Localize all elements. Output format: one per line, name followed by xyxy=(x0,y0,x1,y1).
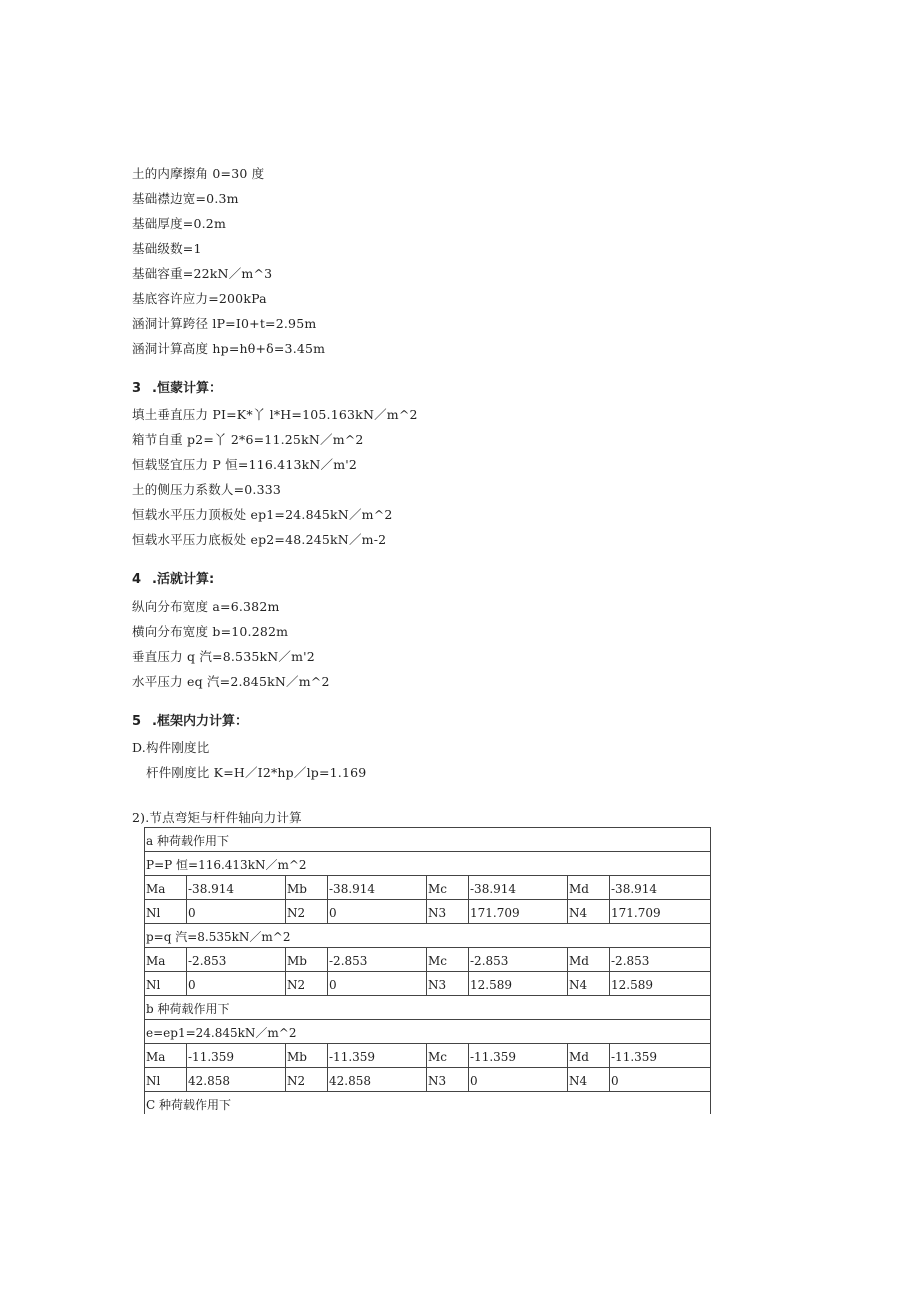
param-friction-angle: 土的内摩擦角 0=30 度 xyxy=(132,166,265,181)
cell-value: 0 xyxy=(187,900,286,923)
param-allowable-bearing: 基底容许应力=200kPa xyxy=(132,291,267,306)
load-case-c-title: C 种荷载作用下 xyxy=(146,1098,231,1112)
cell-value: 0 xyxy=(328,972,427,995)
cell-value: -2.853 xyxy=(611,954,650,968)
cell-label: N2 xyxy=(286,972,328,995)
cell-label: Md xyxy=(568,876,610,899)
cell-label: N3 xyxy=(427,900,469,923)
table-row xyxy=(145,1020,710,1044)
cell-label: N2 xyxy=(286,1068,328,1091)
table-row xyxy=(145,852,710,876)
stiffness-ratio-heading: D.构件刚度比 xyxy=(132,740,210,755)
table-row xyxy=(145,1044,710,1068)
load-p-dead: P=P 恒=116.413kN／m^2 xyxy=(146,858,307,872)
cell-value: -38.914 xyxy=(611,882,658,896)
dead-load-line-4: 土的侧压力系数人=0.333 xyxy=(132,482,282,497)
section-4-heading xyxy=(132,572,214,588)
section-3-title: .恒蒙计算： xyxy=(152,381,222,396)
cell-label: Mc xyxy=(427,876,469,899)
table-row xyxy=(145,1068,710,1092)
param-footing-unit-weight: 基础容重=22kN／m^3 xyxy=(132,266,273,281)
cell-label: Ma xyxy=(145,948,187,971)
cell-label: Ma xyxy=(145,1044,187,1067)
section-4-title: .活就计算: xyxy=(152,572,215,587)
stiffness-ratio-line: 杆件刚度比 K=H／I2*hp／lp=1.169 xyxy=(146,765,367,780)
dead-load-line-3: 恒载竖宜压力 P 恒=116.413kN／m'2 xyxy=(132,457,358,472)
cell-label: N4 xyxy=(568,1068,610,1091)
param-culvert-span: 涵洞计算跨径 lP=I0+t=2.95m xyxy=(132,316,317,331)
table-row xyxy=(145,900,710,924)
cell-label: Mc xyxy=(427,948,469,971)
cell-label: Mb xyxy=(286,1044,328,1067)
cell-value: -2.853 xyxy=(328,948,427,971)
cell-value: 12.589 xyxy=(469,972,568,995)
section-4-number: 4 xyxy=(132,572,142,587)
cell-value: 42.858 xyxy=(328,1068,427,1091)
live-load-line-2: 横向分布宽度 b=10.282m xyxy=(132,624,289,639)
cell-value: -11.359 xyxy=(611,1050,658,1064)
cell-value: -38.914 xyxy=(187,876,286,899)
dead-load-line-1: 填土垂直压力 PI=K*丫 l*H=105.163kN／m^2 xyxy=(132,407,418,422)
section-5-number: 5 xyxy=(132,714,142,729)
live-load-line-3: 垂直压力 q 汽=8.535kN／m'2 xyxy=(132,649,315,664)
param-culvert-height: 涵洞计算高度 hp=hθ+δ=3.45m xyxy=(132,341,326,356)
table-row xyxy=(145,924,710,948)
cell-value: 0 xyxy=(469,1068,568,1091)
table-row xyxy=(145,876,710,900)
cell-value: 171.709 xyxy=(611,906,661,920)
cell-value: -11.359 xyxy=(187,1044,286,1067)
param-footing-levels: 基础级数=1 xyxy=(132,241,202,256)
table-row xyxy=(145,948,710,972)
section-5-heading xyxy=(132,714,248,730)
param-footing-thickness: 基础厚度=0.2m xyxy=(132,216,227,231)
load-case-a-title: a 种荷载作用下 xyxy=(146,834,229,848)
dead-load-line-5: 恒载水平压力顶板处 ep1=24.845kN／m^2 xyxy=(132,507,393,522)
cell-value: 0 xyxy=(611,1074,619,1088)
cell-value: 42.858 xyxy=(187,1068,286,1091)
cell-label: Ma xyxy=(145,876,187,899)
cell-label: Mb xyxy=(286,948,328,971)
cell-label: N3 xyxy=(427,972,469,995)
section-3-number: 3 xyxy=(132,381,142,396)
cell-value: -2.853 xyxy=(469,948,568,971)
section-5-title: .框架内力计算： xyxy=(152,714,248,729)
live-load-line-1: 纵向分布宽度 a=6.382m xyxy=(132,599,280,614)
cell-value: -2.853 xyxy=(187,948,286,971)
cell-label: N4 xyxy=(568,900,610,923)
cell-value: -11.359 xyxy=(469,1044,568,1067)
dead-load-line-2: 箱节自重 p2=丫 2*6=11.25kN／m^2 xyxy=(132,432,364,447)
table-row xyxy=(145,1092,710,1114)
cell-value: 171.709 xyxy=(469,900,568,923)
cell-label: Mc xyxy=(427,1044,469,1067)
cell-label: Nl xyxy=(145,900,187,923)
cell-label: N4 xyxy=(568,972,610,995)
cell-label: Md xyxy=(568,1044,610,1067)
table-row xyxy=(145,828,710,852)
cell-label: N2 xyxy=(286,900,328,923)
cell-value: 0 xyxy=(187,972,286,995)
live-load-line-4: 水平压力 eq 汽=2.845kN／m^2 xyxy=(132,674,330,689)
cell-value: 0 xyxy=(328,900,427,923)
section-3-heading xyxy=(132,381,222,397)
load-q-vehicle: p=q 汽=8.535kN／m^2 xyxy=(146,930,291,944)
table-row xyxy=(145,996,710,1020)
load-case-b-title: b 种荷载作用下 xyxy=(146,1002,230,1016)
cell-label: N3 xyxy=(427,1068,469,1091)
cell-value: -38.914 xyxy=(328,876,427,899)
cell-value: -11.359 xyxy=(328,1044,427,1067)
load-e-lateral: e=ep1=24.845kN／m^2 xyxy=(146,1026,297,1040)
cell-value: 12.589 xyxy=(611,978,653,992)
dead-load-line-6: 恒载水平压力底板处 ep2=48.245kN／m-2 xyxy=(132,532,387,547)
moment-force-heading: 2).节点弯矩与杆件轴向力计算 xyxy=(132,810,302,825)
results-table xyxy=(144,827,711,1114)
cell-value: -38.914 xyxy=(469,876,568,899)
table-row xyxy=(145,972,710,996)
param-footing-edge-width: 基础襟边宽=0.3m xyxy=(132,191,239,206)
cell-label: Mb xyxy=(286,876,328,899)
cell-label: Nl xyxy=(145,1068,187,1091)
cell-label: Nl xyxy=(145,972,187,995)
cell-label: Md xyxy=(568,948,610,971)
